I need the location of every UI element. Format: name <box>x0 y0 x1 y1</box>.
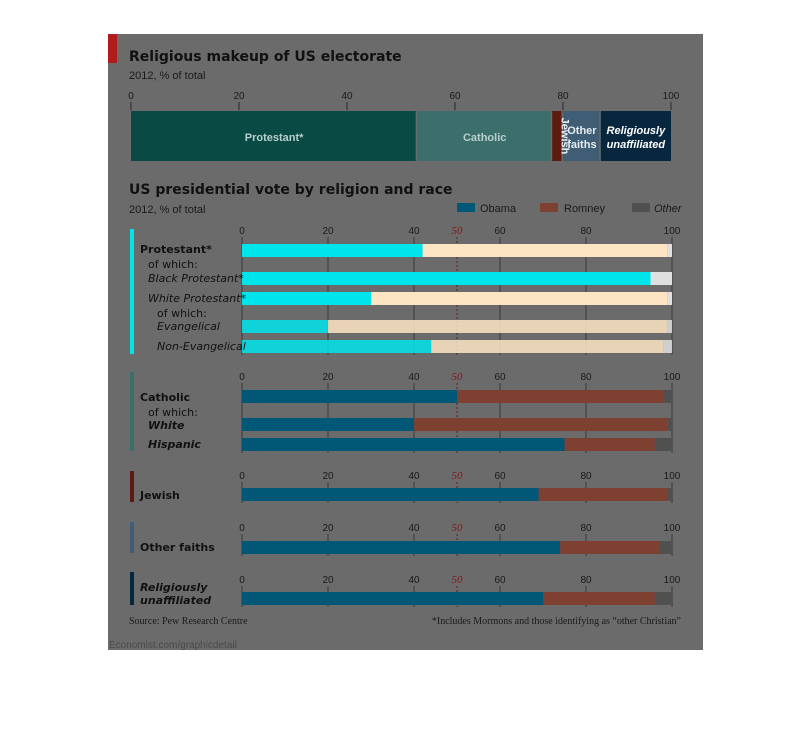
source-note: Source: Pew Research Centre <box>129 616 248 627</box>
chart2-row-label: unaffiliated <box>140 594 212 607</box>
chart2-title: US presidential vote by religion and race <box>129 182 453 198</box>
chart2-bar-other <box>668 418 672 431</box>
chart2-tick-label: 80 <box>580 372 592 383</box>
chart2-group-stripe <box>130 229 134 354</box>
chart2-bar-romney <box>328 320 668 333</box>
chart2-row-label: Black Protestant* <box>148 272 244 285</box>
chart2-bar-obama <box>242 320 328 333</box>
chart2-row-label: Catholic <box>140 391 191 404</box>
chart2-bar-romney <box>371 292 668 305</box>
chart2-group-stripe <box>130 471 134 502</box>
chart2-tick-label: 50 <box>451 574 463 586</box>
chart2-bar-obama <box>242 418 414 431</box>
chart2-bar-other <box>668 292 672 305</box>
chart2-tick-label: 100 <box>663 372 681 383</box>
chart1-segment-label: faiths <box>567 139 597 151</box>
chart1-segment-label: Jewish <box>558 117 571 155</box>
chart2-tick-label: 0 <box>239 471 245 482</box>
chart2-row-label: Jewish <box>140 489 180 502</box>
chart2-legend <box>457 203 683 215</box>
chart2-bar-obama <box>242 592 543 605</box>
chart2-tick-label: 20 <box>322 372 334 383</box>
chart2-tick-label: 20 <box>322 226 334 237</box>
chart2-row-label: White <box>148 419 185 432</box>
chart2-bar-romney <box>565 438 655 451</box>
chart2-bar-other <box>655 592 672 605</box>
chart2-tick-label: 20 <box>322 575 334 586</box>
chart2-of-which: of which: <box>148 406 198 419</box>
chart2-bar-other <box>651 272 673 285</box>
chart2-tick-label: 60 <box>494 226 506 237</box>
chart1-stacked-bar <box>131 111 671 161</box>
chart1-tick-label: 20 <box>233 91 245 102</box>
chart2-of-which: of which: <box>148 258 198 271</box>
legend-swatch-obama <box>457 203 475 212</box>
chart2-tick-label: 20 <box>322 523 334 534</box>
chart2-bar-romney <box>560 541 659 554</box>
chart2-tick-label: 60 <box>494 372 506 383</box>
legend-swatch-romney <box>540 203 558 212</box>
chart2-tick-label: 40 <box>408 372 420 383</box>
chart2-tick-label: 80 <box>580 226 592 237</box>
chart2-tick-label: 40 <box>408 575 420 586</box>
chart2-tick-label: 0 <box>239 575 245 586</box>
chart2-plot <box>130 225 681 607</box>
chart1-segment-label: Catholic <box>462 132 507 144</box>
chart2-bar-romney <box>457 390 663 403</box>
chart2-group <box>130 470 681 503</box>
chart2-tick-label: 40 <box>408 226 420 237</box>
chart2-bar-obama <box>242 272 651 285</box>
chart2-tick-label: 100 <box>663 575 681 586</box>
chart2-row-label: White Protestant* <box>148 292 247 305</box>
chart2-group <box>130 371 681 453</box>
chart1-segment-label: Other <box>567 125 597 137</box>
legend-swatch-other <box>632 203 650 212</box>
chart1-title: Religious makeup of US electorate <box>129 49 402 65</box>
chart2-bar-other <box>659 541 672 554</box>
legend-label-romney: Romney <box>564 203 605 215</box>
chart2-tick-label: 80 <box>580 523 592 534</box>
chart2-group-stripe <box>130 572 134 605</box>
chart2-bar-other <box>655 438 672 451</box>
chart2-tick-label: 50 <box>451 371 463 383</box>
chart2-tick-label: 100 <box>663 471 681 482</box>
chart2-tick-label: 50 <box>451 522 463 534</box>
chart2-bar-obama <box>242 244 423 257</box>
chart2-bar-romney <box>539 488 668 501</box>
chart1-subtitle: 2012, % of total <box>129 70 206 82</box>
chart2-tick-label: 80 <box>580 575 592 586</box>
legend-label-other: Other <box>654 203 682 215</box>
chart2-tick-label: 60 <box>494 471 506 482</box>
chart2-subtitle: 2012, % of total <box>129 204 206 216</box>
chart2-bar-romney <box>543 592 655 605</box>
chart2-tick-label: 20 <box>322 471 334 482</box>
chart2-bar-romney <box>414 418 668 431</box>
chart2-tick-label: 0 <box>239 226 245 237</box>
site-url: Economist.com/graphicdetail <box>109 640 237 651</box>
chart2-bar-obama <box>242 438 565 451</box>
chart2-tick-label: 100 <box>663 226 681 237</box>
chart2-bar-obama <box>242 541 560 554</box>
chart1-tick-label: 100 <box>662 91 680 102</box>
chart2-bar-obama <box>242 488 539 501</box>
chart2-tick-label: 40 <box>408 523 420 534</box>
chart2-bar-other <box>668 488 672 501</box>
legend-label-obama: Obama <box>480 203 517 215</box>
chart2-group <box>130 225 681 355</box>
chart1-segment-label: unaffiliated <box>606 139 666 151</box>
chart1-segment-label: Religiously <box>606 125 666 137</box>
chart2-tick-label: 0 <box>239 523 245 534</box>
chart2-group <box>130 572 681 607</box>
chart1-tick-label: 40 <box>341 91 353 102</box>
chart2-bar-obama <box>242 292 371 305</box>
chart2-bar-other <box>663 390 672 403</box>
chart2-tick-label: 60 <box>494 575 506 586</box>
chart2-row-label: Non-Evangelical <box>157 340 246 353</box>
chart2-tick-label: 40 <box>408 471 420 482</box>
chart2-bar-obama <box>242 390 457 403</box>
chart1-tick-label: 80 <box>557 91 569 102</box>
chart2-group-stripe <box>130 522 134 553</box>
chart2-tick-label: 60 <box>494 523 506 534</box>
chart2-tick-label: 0 <box>239 372 245 383</box>
chart2-group <box>130 522 681 556</box>
chart1-tick-label: 60 <box>449 91 461 102</box>
chart2-bar-obama <box>242 340 431 353</box>
chart2-row-label: Protestant* <box>140 243 212 256</box>
chart2-bar-romney <box>423 244 668 257</box>
chart2-tick-label: 80 <box>580 471 592 482</box>
chart2-bar-other <box>668 244 672 257</box>
chart2-tick-label: 50 <box>451 225 463 237</box>
chart2-bar-other <box>668 320 672 333</box>
chart2-bar-other <box>663 340 672 353</box>
chart1-tick-label: 0 <box>128 91 134 102</box>
chart2-tick-label: 100 <box>663 523 681 534</box>
chart2-group-stripe <box>130 372 134 451</box>
footnote: *Includes Mormons and those identifying as “other Christian” <box>431 616 681 627</box>
chart2-tick-label: 50 <box>451 470 463 482</box>
chart2-bar-romney <box>431 340 663 353</box>
chart1-x-axis <box>128 91 680 110</box>
chart2-row-label: Evangelical <box>157 320 220 333</box>
chart2-row-label: Religiously <box>140 581 208 594</box>
chart2-of-which: of which: <box>157 307 207 320</box>
chart2-row-label: Other faiths <box>140 541 215 554</box>
chart1-segment-label: Protestant* <box>244 132 304 144</box>
chart2-row-label: Hispanic <box>148 438 201 451</box>
